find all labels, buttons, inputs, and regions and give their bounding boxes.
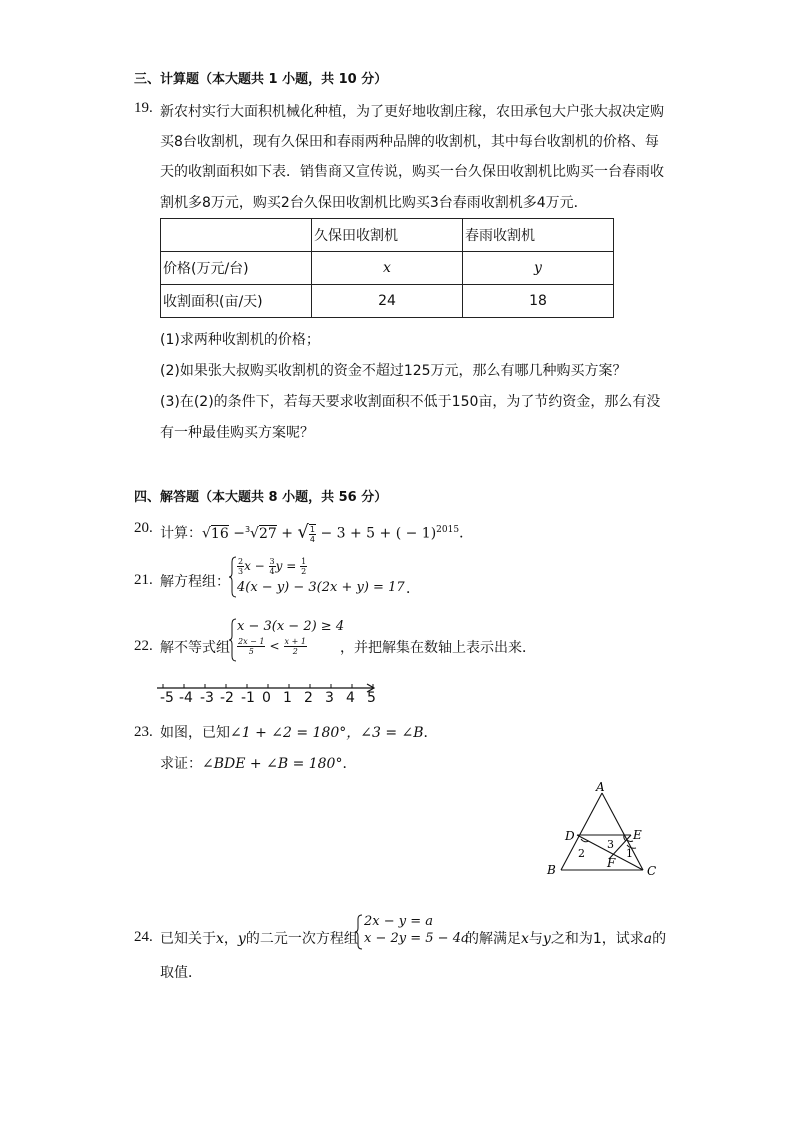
triangle-figure: [540, 778, 665, 883]
question-23-prove: 求证：∠BDE + ∠B = 180°．: [160, 756, 357, 772]
table-header-cell: 久保田收割机: [312, 219, 463, 252]
harvester-table: [160, 218, 614, 318]
axis-label: 4: [346, 690, 355, 706]
question-19-part-2: (2)如果张大叔购买收割机的资金不超过125万元，那么有哪几种购买方案？: [160, 363, 627, 379]
axis-label: -2: [220, 690, 234, 706]
question-19-line-3: 天的收割面积如下表．销售商又宣传说，购买一台久保田收割机比购买一台春雨收: [160, 164, 664, 180]
question-19-line-4: 割机多8万元，购买2台久保田收割机比购买3台春雨收割机多4万元．: [160, 195, 588, 211]
question-20-prefix: 计算：: [160, 525, 202, 542]
question-23-given: 如图，已知∠1 + ∠2 = 180°，∠3 = ∠B．: [160, 725, 438, 741]
table-header-cell: 春雨收割机: [463, 219, 614, 252]
inequality-2: $\frac{2x - 1}{5}$ < $\frac{x + 1}{2}$: [238, 637, 306, 656]
fraction: $\frac{x + 1}{2}$: [284, 637, 306, 656]
angle-label-1: 1: [626, 847, 633, 860]
sqrt-icon: √: [297, 521, 309, 543]
question-19-part-4: 有一种最佳购买方案呢？: [160, 425, 314, 441]
cube-root-icon: √: [250, 525, 259, 542]
table-cell: 价格(万元/台): [161, 252, 312, 285]
question-19-line-1: 新农村实行大面积机械化种植，为了更好地收割庄稼，农田承包大户张大叔决定购: [160, 104, 664, 120]
table-cell: 18: [463, 285, 614, 318]
question-22-suffix: ，并把解集在数轴上表示出来．: [340, 640, 536, 656]
question-24-line-2: 取值．: [160, 965, 202, 981]
angle-label-3: 3: [607, 838, 614, 851]
left-brace-icon: [229, 556, 237, 598]
cube-root-index: 3: [244, 525, 251, 534]
sqrt-icon: √: [202, 525, 211, 542]
question-19-number: 19.: [134, 100, 153, 116]
table-cell: 24: [312, 285, 463, 318]
axis-label: 5: [367, 690, 376, 706]
fraction: $\frac{2x - 1}{5}$: [238, 637, 265, 656]
vertex-label-a: A: [596, 780, 605, 794]
inequality-1: x − 3(x − 2) ≥ 4: [237, 619, 345, 634]
question-20-expression: 计算：√16 −$^3$√27 + √ $\frac{1}{4}$ − 3 + 5 + ( − 1)$^{2015}$．: [160, 521, 474, 544]
section-4-heading: 四、解答题（本大题共 8 小题，共 56 分）: [134, 490, 388, 505]
question-20-number: 20.: [134, 520, 153, 536]
expression-rest: − 3 + 5 + ( − 1): [316, 525, 437, 542]
question-23-number: 23.: [134, 724, 153, 740]
angle-label-2: 2: [578, 847, 585, 860]
vertex-label-c: C: [647, 864, 657, 878]
question-21-number: 21.: [134, 572, 153, 588]
question-19-part-1: (1)求两种收割机的价格；: [160, 332, 320, 348]
axis-label: 0: [262, 690, 271, 706]
axis-label: 1: [283, 690, 292, 706]
equation-1: $\frac{2}{3}$ x − $\frac{3}{4}$ y = $\frac{1}{2}$: [238, 557, 307, 576]
radicand-16: 16: [210, 525, 229, 542]
left-brace-icon: [355, 914, 363, 950]
vertex-label-f: F: [607, 856, 616, 870]
radicand-27: 27: [258, 525, 277, 542]
table-header-row: [161, 219, 614, 252]
minus-sign: −: [228, 525, 245, 542]
axis-label: -1: [241, 690, 255, 706]
axis-label: -4: [179, 690, 193, 706]
question-21-prefix: 解方程组：: [160, 574, 230, 590]
question-22-number: 22.: [134, 638, 153, 654]
axis-label: 2: [304, 690, 313, 706]
question-24-number: 24.: [134, 929, 153, 945]
question-19-part-3: (3)在(2)的条件下，若每天要求收割面积不低于150亩，为了节约资金，那么有没: [160, 394, 661, 410]
vertex-label-e: E: [633, 828, 642, 842]
question-21-end: ．: [406, 581, 420, 597]
system-equation-2: x − 2y = 5 − 4a: [364, 931, 469, 946]
axis-label: -5: [160, 690, 174, 706]
vertex-label-b: B: [547, 863, 556, 877]
axis-label: -3: [200, 690, 214, 706]
table-cell: 收割面积(亩/天): [161, 285, 312, 318]
fraction-one-quarter: $\frac{1}{4}$: [309, 524, 315, 544]
fraction: $\frac{2}{3}$: [238, 557, 244, 576]
question-19-line-2: 买8台收割机，现有久保田和春雨两种品牌的收割机，其中每台收割机的价格、每: [160, 134, 659, 150]
left-brace-icon: [229, 618, 237, 662]
fraction: $\frac{3}{4}$: [269, 557, 275, 576]
section-3-heading: 三、计算题（本大题共 1 小题，共 10 分）: [134, 72, 388, 87]
equation-2: 4(x − y) − 3(2x + y) = 17: [237, 580, 405, 595]
question-24-line-1-end: 的解满足x与y之和为1，试求a的: [465, 931, 667, 947]
question-22-prefix: 解不等式组: [160, 640, 230, 656]
vertex-label-d: D: [565, 829, 575, 843]
fraction: $\frac{1}{2}$: [301, 557, 307, 576]
plus-sign: +: [276, 525, 298, 542]
question-24-line-1: 已知关于x，y的二元一次方程组: [160, 931, 358, 947]
table-cell: y: [463, 252, 614, 285]
table-header-cell: [161, 219, 312, 252]
system-equation-1: 2x − y = a: [364, 914, 434, 929]
table-cell: x: [312, 252, 463, 285]
table-row: [161, 252, 614, 285]
exponent-2015: 2015: [436, 525, 460, 535]
table-row: [161, 285, 614, 318]
axis-label: 3: [325, 690, 334, 706]
